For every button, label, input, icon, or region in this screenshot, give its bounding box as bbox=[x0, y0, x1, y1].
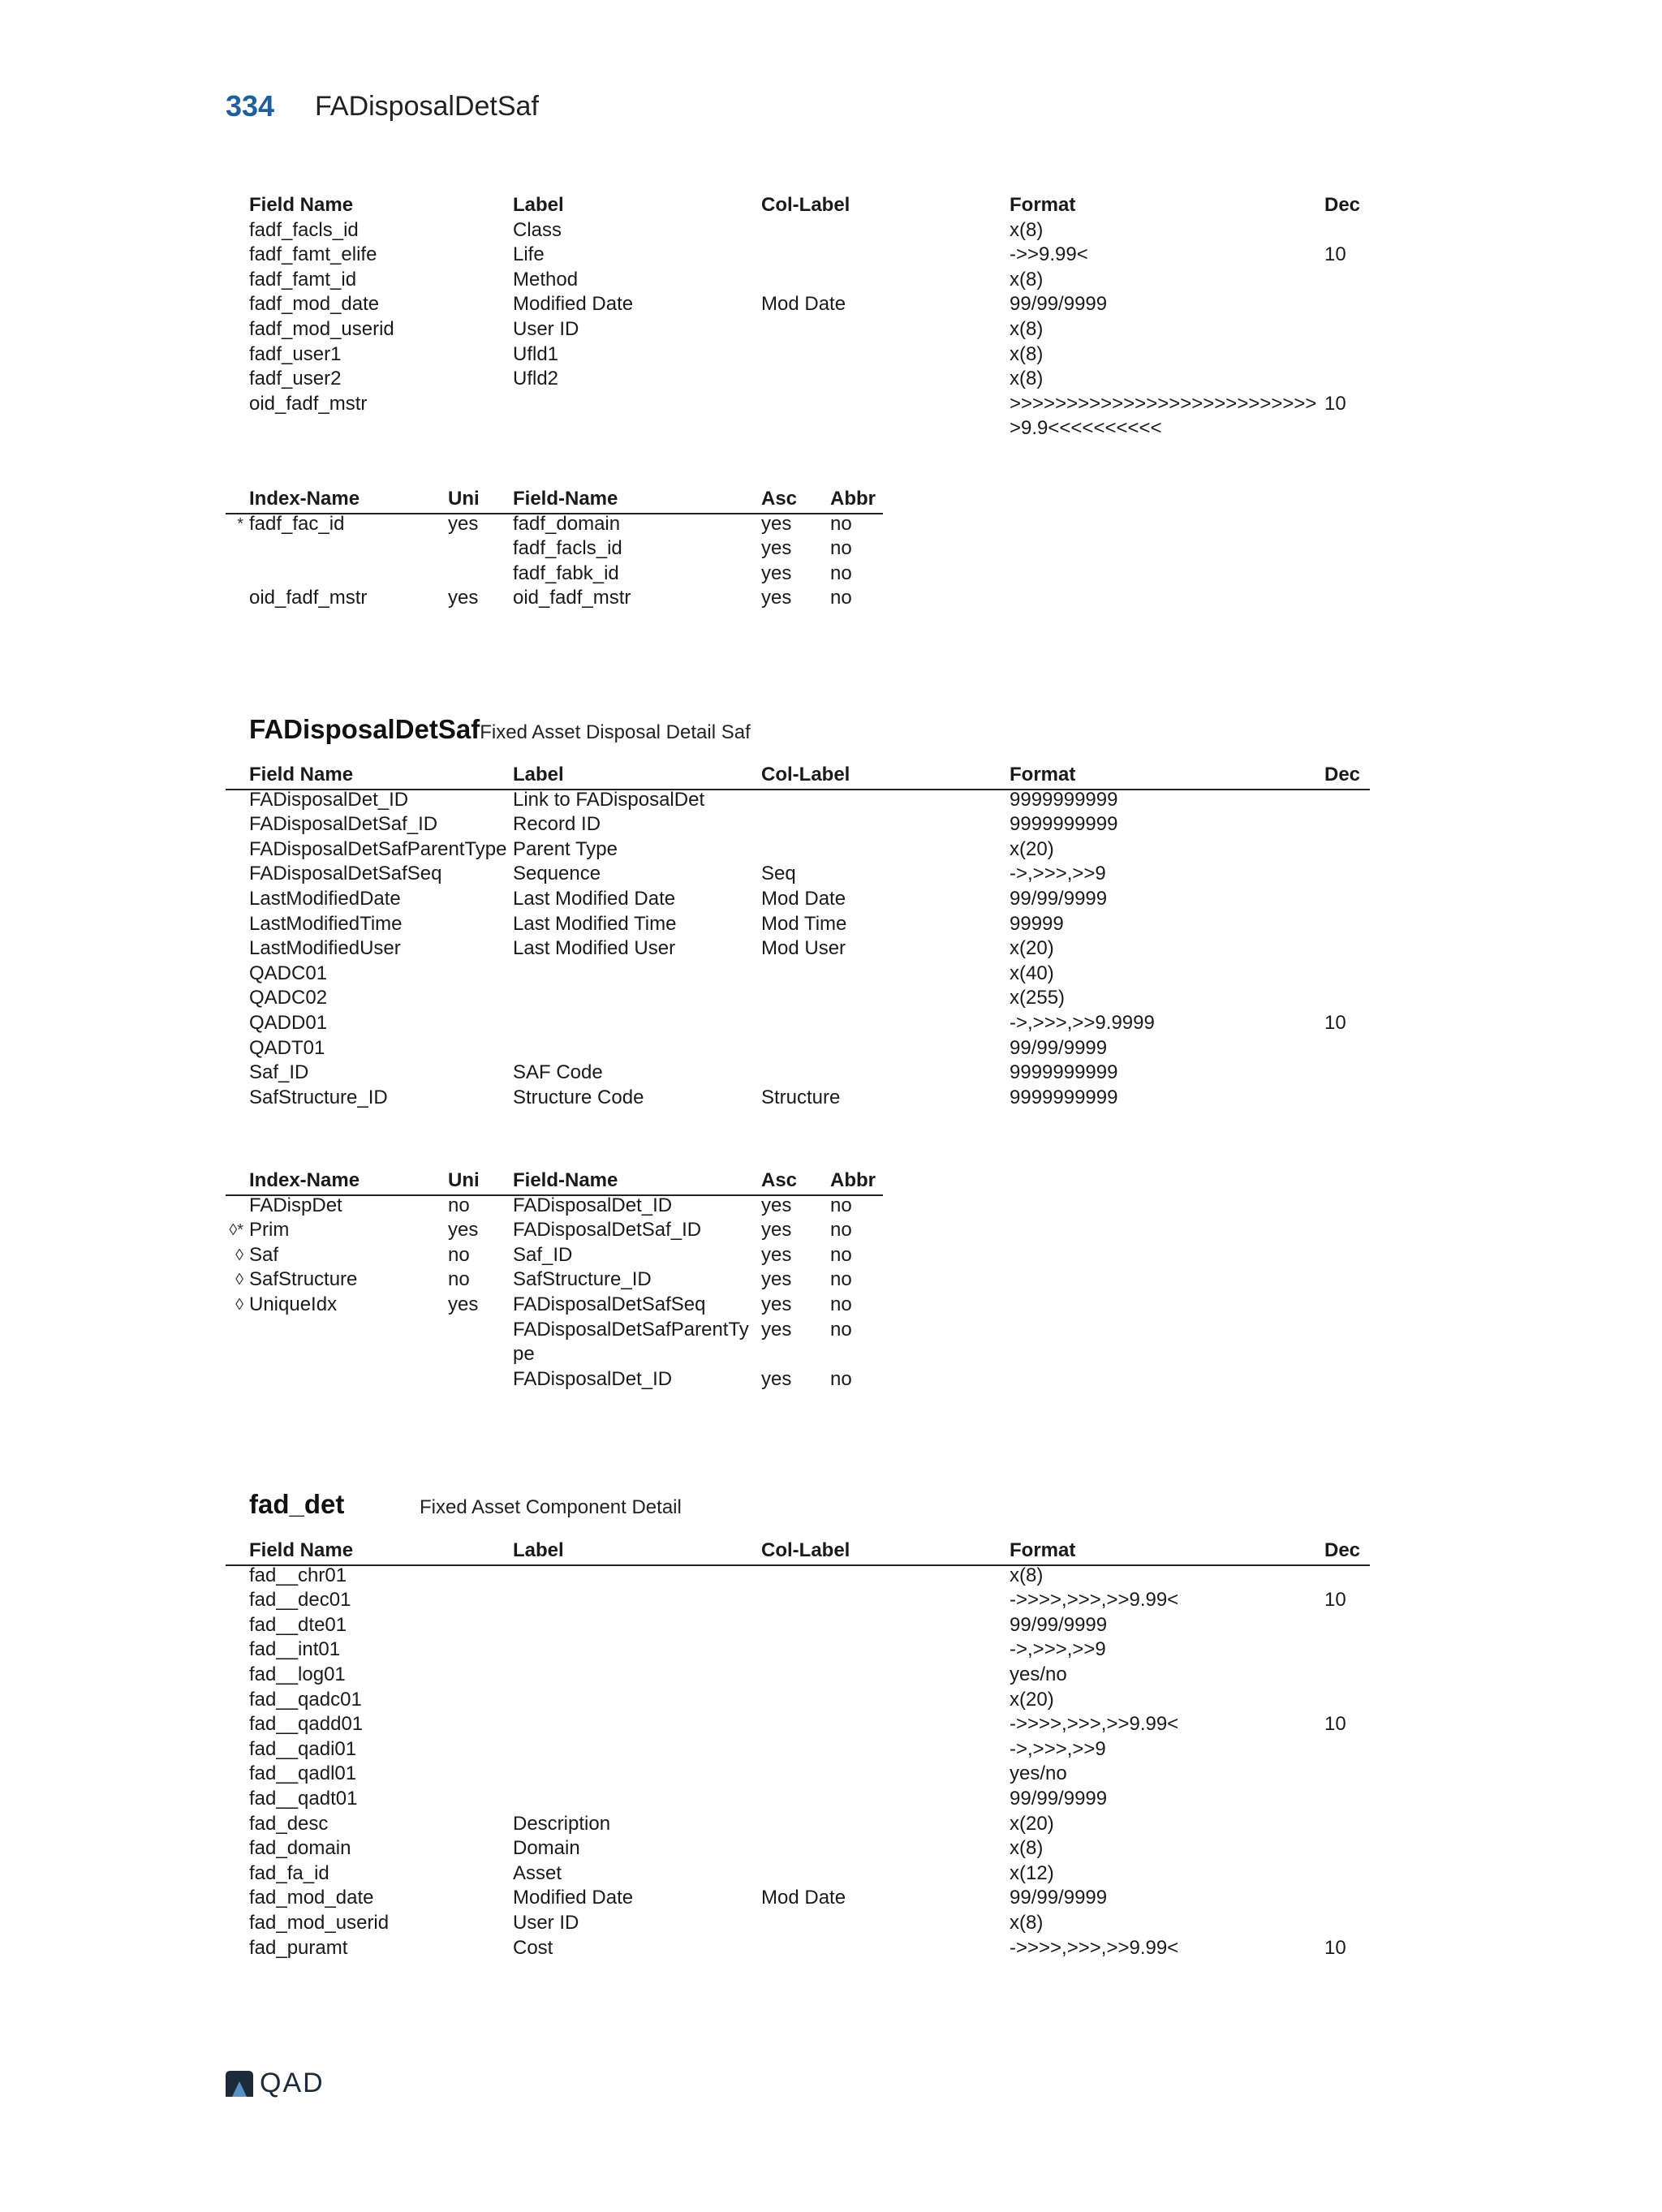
cell-format: x(20) bbox=[1010, 937, 1054, 960]
cell-col-label: Structure bbox=[761, 1086, 841, 1108]
cell-format: ->>>>,>>>,>>9.99< bbox=[1010, 1936, 1179, 1959]
cell-format: ->>9.99< bbox=[1010, 243, 1088, 266]
table-row bbox=[226, 1911, 1370, 1936]
cell-field-name: oid_fadf_mstr bbox=[513, 587, 631, 609]
cell-label: Structure Code bbox=[513, 1086, 644, 1108]
cell-label: Modified Date bbox=[513, 1887, 634, 1909]
cell-field-name: fad__qadc01 bbox=[249, 1688, 362, 1711]
cell-asc: yes bbox=[761, 1268, 792, 1291]
cell-marker: * bbox=[237, 514, 243, 533]
cell-field-name: fadf_domain bbox=[513, 512, 621, 535]
table-row bbox=[226, 912, 1370, 937]
cell-abbr: no bbox=[830, 1318, 852, 1341]
cell-index-name: FADispDet bbox=[249, 1194, 342, 1216]
cell-uni: no bbox=[448, 1194, 470, 1216]
cell-field-name: Saf_ID bbox=[513, 1243, 573, 1266]
section-description: Fixed Asset Component Detail bbox=[420, 1496, 682, 1518]
cell-label: SAF Code bbox=[513, 1061, 603, 1084]
table-row bbox=[226, 536, 883, 562]
cell-format: 99/99/9999 bbox=[1010, 1887, 1108, 1909]
table-row bbox=[226, 1663, 1370, 1688]
cell-uni: yes bbox=[448, 1293, 479, 1315]
cell-label: Record ID bbox=[513, 813, 601, 836]
cell-asc: yes bbox=[761, 1293, 792, 1315]
col-uni: Uni bbox=[448, 1169, 480, 1191]
table-row bbox=[226, 1712, 1370, 1737]
col-label: Label bbox=[513, 1539, 564, 1561]
table-body bbox=[226, 1564, 1370, 1961]
table-body bbox=[226, 218, 1386, 441]
cell-format: >>>>>>>>>>>>>>>>>>>>>>>>>>>>9.9<<<<<<<<<< bbox=[1010, 392, 1317, 440]
cell-format: 9999999999 bbox=[1010, 813, 1118, 836]
table-row bbox=[226, 218, 1386, 243]
cell-field-name: QADD01 bbox=[249, 1011, 328, 1034]
table-row bbox=[226, 1886, 1370, 1911]
cell-asc: yes bbox=[761, 1243, 792, 1266]
cell-index-name: oid_fadf_mstr bbox=[249, 587, 368, 609]
table-row bbox=[226, 367, 1386, 392]
cell-marker: ◊ bbox=[235, 1295, 243, 1314]
section-description: Fixed Asset Disposal Detail Saf bbox=[480, 721, 751, 743]
cell-abbr: no bbox=[830, 562, 852, 584]
cell-field-name: fad__qadt01 bbox=[249, 1787, 358, 1810]
cell-dec: 10 bbox=[1324, 1713, 1346, 1736]
cell-field-name: Saf_ID bbox=[249, 1061, 309, 1084]
cell-abbr: no bbox=[830, 1243, 852, 1266]
cell-abbr: no bbox=[830, 1367, 852, 1390]
col-index-name: Index-Name bbox=[249, 488, 360, 510]
table-row bbox=[226, 1367, 883, 1392]
cell-format: x(20) bbox=[1010, 1688, 1054, 1711]
cell-abbr: no bbox=[830, 1194, 852, 1216]
cell-field-name: SafStructure_ID bbox=[513, 1268, 652, 1291]
cell-label: Ufld1 bbox=[513, 342, 559, 365]
cell-label: User ID bbox=[513, 317, 579, 340]
cell-abbr: no bbox=[830, 1219, 852, 1242]
table-row bbox=[226, 1061, 1370, 1086]
cell-format: x(255) bbox=[1010, 987, 1066, 1009]
fadf-field-table bbox=[226, 193, 1386, 441]
col-format: Format bbox=[1010, 764, 1076, 785]
col-index-name: Index-Name bbox=[249, 1169, 360, 1191]
cell-dec: 10 bbox=[1324, 1936, 1346, 1959]
table-row bbox=[226, 292, 1386, 317]
col-asc: Asc bbox=[761, 1169, 798, 1191]
table-row bbox=[226, 392, 1386, 441]
cell-field-name: fad__int01 bbox=[249, 1638, 341, 1661]
table-row bbox=[226, 986, 1370, 1011]
qad-logo-icon bbox=[224, 2069, 255, 2098]
col-dec: Dec bbox=[1324, 764, 1361, 785]
col-asc: Asc bbox=[761, 488, 798, 510]
cell-label: Class bbox=[513, 218, 562, 241]
logo-text: QAD bbox=[260, 2068, 325, 2098]
table-row bbox=[226, 1218, 883, 1243]
cell-asc: yes bbox=[761, 1367, 792, 1390]
cell-field-name: fad__chr01 bbox=[249, 1564, 347, 1586]
table-row bbox=[226, 1243, 883, 1268]
table-header bbox=[226, 1168, 883, 1194]
cell-field-name: FADisposalDet_ID bbox=[513, 1367, 673, 1390]
col-field-name: Field Name bbox=[249, 764, 354, 785]
cell-label: Ufld2 bbox=[513, 368, 559, 390]
cell-field-name: fad__qadi01 bbox=[249, 1737, 357, 1760]
cell-abbr: no bbox=[830, 1293, 852, 1315]
cell-field-name: fadf_facls_id bbox=[513, 537, 622, 560]
cell-field-name: fad_puramt bbox=[249, 1936, 348, 1959]
col-dec: Dec bbox=[1324, 1539, 1361, 1561]
table-row bbox=[226, 1318, 883, 1367]
cell-field-name: oid_fadf_mstr bbox=[249, 392, 368, 415]
cell-dec: 10 bbox=[1324, 243, 1346, 266]
cell-label: Description bbox=[513, 1812, 611, 1835]
fadisposaldetsaf-field-table bbox=[226, 763, 1370, 1110]
table-row bbox=[226, 342, 1386, 368]
page-number: 334 bbox=[226, 89, 275, 123]
cell-field-name: FADisposalDetSaf_ID bbox=[249, 813, 438, 836]
cell-format: 99/99/9999 bbox=[1010, 1787, 1108, 1810]
cell-format: x(8) bbox=[1010, 1911, 1044, 1934]
col-label: Label bbox=[513, 764, 564, 785]
cell-format: 99/99/9999 bbox=[1010, 293, 1108, 316]
cell-label: Modified Date bbox=[513, 293, 634, 316]
col-col-label: Col-Label bbox=[761, 1539, 850, 1561]
cell-format: 9999999999 bbox=[1010, 1061, 1118, 1084]
col-col-label: Col-Label bbox=[761, 764, 850, 785]
table-row bbox=[226, 936, 1370, 962]
cell-format: 99/99/9999 bbox=[1010, 887, 1108, 910]
cell-label: Cost bbox=[513, 1936, 553, 1959]
table-row bbox=[226, 1086, 1370, 1111]
cell-dec: 10 bbox=[1324, 1589, 1346, 1612]
cell-asc: yes bbox=[761, 1318, 792, 1341]
table-row bbox=[226, 1762, 1370, 1787]
cell-format: x(8) bbox=[1010, 1837, 1044, 1860]
table-row bbox=[226, 317, 1386, 342]
cell-field-name: LastModifiedDate bbox=[249, 887, 401, 910]
cell-format: ->,>>>,>>9 bbox=[1010, 1737, 1106, 1760]
cell-uni: no bbox=[448, 1268, 470, 1291]
section-title: fad_det bbox=[249, 1489, 345, 1519]
cell-dec: 10 bbox=[1324, 1011, 1346, 1034]
table-row bbox=[226, 1861, 1370, 1887]
table-row bbox=[226, 788, 1370, 813]
cell-format: ->>>>,>>>,>>9.99< bbox=[1010, 1713, 1179, 1736]
cell-label: Link to FADisposalDet bbox=[513, 788, 705, 811]
col-col-label: Col-Label bbox=[761, 194, 850, 216]
cell-format: x(12) bbox=[1010, 1861, 1054, 1884]
cell-field-name: FADisposalDet_ID bbox=[513, 1194, 673, 1216]
cell-abbr: no bbox=[830, 537, 852, 560]
cell-label: User ID bbox=[513, 1911, 579, 1934]
col-abbr: Abbr bbox=[830, 1169, 876, 1191]
cell-index-name: Saf bbox=[249, 1243, 279, 1266]
cell-label: Last Modified Time bbox=[513, 912, 677, 935]
cell-field-name: fadf_famt_elife bbox=[249, 243, 377, 266]
cell-field-name: QADC02 bbox=[249, 987, 328, 1009]
cell-col-label: Seq bbox=[761, 863, 796, 885]
cell-asc: yes bbox=[761, 587, 792, 609]
cell-format: 9999999999 bbox=[1010, 1086, 1118, 1108]
cell-label: Last Modified User bbox=[513, 937, 676, 960]
cell-field-name: fad__dte01 bbox=[249, 1613, 347, 1636]
table-row bbox=[226, 1836, 1370, 1861]
cell-field-name: FADisposalDetSafSeq bbox=[513, 1293, 706, 1315]
cell-field-name: fad__qadl01 bbox=[249, 1762, 357, 1785]
cell-format: x(40) bbox=[1010, 962, 1054, 984]
col-field-name: Field Name bbox=[249, 1539, 354, 1561]
cell-format: ->>>>,>>>,>>9.99< bbox=[1010, 1589, 1179, 1612]
cell-label: Domain bbox=[513, 1837, 580, 1860]
cell-field-name: fadf_fabk_id bbox=[513, 562, 619, 584]
cell-field-name: fadf_famt_id bbox=[249, 268, 357, 290]
cell-format: ->,>>>,>>9.9999 bbox=[1010, 1011, 1155, 1034]
table-row bbox=[226, 1011, 1370, 1036]
cell-marker: ◊ bbox=[235, 1271, 243, 1289]
cell-uni: yes bbox=[448, 587, 479, 609]
qad-logo bbox=[224, 2068, 325, 2099]
cell-label: Method bbox=[513, 268, 579, 290]
table-body bbox=[226, 512, 883, 611]
cell-abbr: no bbox=[830, 1268, 852, 1291]
cell-field-name: LastModifiedUser bbox=[249, 937, 401, 960]
table-row bbox=[226, 1036, 1370, 1061]
cell-field-name: fadf_user1 bbox=[249, 342, 342, 365]
cell-col-label: Mod Date bbox=[761, 887, 846, 910]
cell-field-name: fad__log01 bbox=[249, 1663, 346, 1685]
cell-asc: yes bbox=[761, 512, 792, 535]
col-format: Format bbox=[1010, 194, 1076, 216]
cell-abbr: no bbox=[830, 587, 852, 609]
table-header bbox=[226, 763, 1370, 788]
cell-index-name: SafStructure bbox=[249, 1268, 358, 1291]
table-row bbox=[226, 1688, 1370, 1713]
table-row bbox=[226, 1613, 1370, 1638]
cell-abbr: no bbox=[830, 512, 852, 535]
table-row bbox=[226, 1194, 883, 1219]
cell-format: ->,>>>,>>9 bbox=[1010, 863, 1106, 885]
table-header bbox=[226, 1539, 1370, 1564]
cell-format: 99999 bbox=[1010, 912, 1064, 935]
cell-asc: yes bbox=[761, 1194, 792, 1216]
cell-field-name: QADC01 bbox=[249, 962, 328, 984]
table-row bbox=[226, 862, 1370, 887]
section-title: FADisposalDetSaf bbox=[249, 714, 480, 744]
cell-format: 99/99/9999 bbox=[1010, 1613, 1108, 1636]
table-row bbox=[226, 1787, 1370, 1812]
fad-det-field-table bbox=[226, 1539, 1370, 1960]
cell-format: x(8) bbox=[1010, 218, 1044, 241]
cell-field-name: fadf_facls_id bbox=[249, 218, 359, 241]
cell-col-label: Mod User bbox=[761, 937, 846, 960]
table-body bbox=[226, 788, 1370, 1111]
col-field-name: Field Name bbox=[249, 194, 354, 216]
cell-asc: yes bbox=[761, 1219, 792, 1242]
table-body bbox=[226, 1194, 883, 1392]
cell-format: x(20) bbox=[1010, 1812, 1054, 1835]
cell-marker: ◊ bbox=[235, 1246, 243, 1264]
cell-dec: 10 bbox=[1324, 392, 1346, 415]
cell-field-name: fad_mod_date bbox=[249, 1887, 374, 1909]
cell-uni: no bbox=[448, 1243, 470, 1266]
col-uni: Uni bbox=[448, 488, 480, 510]
cell-col-label: Mod Date bbox=[761, 293, 846, 316]
table-row bbox=[226, 512, 883, 537]
table-row bbox=[226, 812, 1370, 837]
cell-field-name: FADisposalDetSafParentType bbox=[249, 837, 507, 860]
cell-format: ->,>>>,>>9 bbox=[1010, 1638, 1106, 1661]
table-row bbox=[226, 268, 1386, 293]
table-row bbox=[226, 1637, 1370, 1663]
table-row bbox=[226, 1267, 883, 1293]
table-header bbox=[226, 193, 1386, 218]
cell-field-name: fad_desc bbox=[249, 1812, 329, 1835]
cell-label: Sequence bbox=[513, 863, 601, 885]
cell-asc: yes bbox=[761, 537, 792, 560]
cell-label: Life bbox=[513, 243, 545, 266]
cell-field-name: FADisposalDetSafSeq bbox=[249, 863, 442, 885]
cell-format: yes/no bbox=[1010, 1762, 1067, 1785]
table-row bbox=[226, 1812, 1370, 1837]
cell-format: 99/99/9999 bbox=[1010, 1036, 1108, 1059]
cell-field-name: fad__dec01 bbox=[249, 1589, 351, 1612]
col-abbr: Abbr bbox=[830, 488, 876, 510]
page-title: FADisposalDetSaf bbox=[315, 91, 539, 122]
table-row bbox=[226, 1564, 1370, 1589]
cell-index-name: fadf_fac_id bbox=[249, 512, 345, 535]
cell-col-label: Mod Date bbox=[761, 1887, 846, 1909]
cell-format: x(20) bbox=[1010, 837, 1054, 860]
fadisposaldetsaf-index-table bbox=[226, 1168, 883, 1392]
cell-field-name: LastModifiedTime bbox=[249, 912, 403, 935]
col-dec: Dec bbox=[1324, 194, 1361, 216]
cell-index-name: Prim bbox=[249, 1219, 290, 1242]
cell-uni: yes bbox=[448, 1219, 479, 1242]
cell-field-name: fad_mod_userid bbox=[249, 1911, 390, 1934]
table-row bbox=[226, 1293, 883, 1318]
col-field-name: Field-Name bbox=[513, 1169, 618, 1191]
table-row bbox=[226, 562, 883, 587]
table-row bbox=[226, 1936, 1370, 1961]
cell-field-name: fadf_mod_userid bbox=[249, 317, 394, 340]
cell-field-name: QADT01 bbox=[249, 1036, 325, 1059]
cell-format: x(8) bbox=[1010, 268, 1044, 290]
col-format: Format bbox=[1010, 1539, 1076, 1561]
table-row bbox=[226, 586, 883, 611]
table-row bbox=[226, 837, 1370, 863]
col-label: Label bbox=[513, 194, 564, 216]
cell-label: Last Modified Date bbox=[513, 887, 676, 910]
cell-field-name: fad__qadd01 bbox=[249, 1713, 364, 1736]
cell-asc: yes bbox=[761, 562, 792, 584]
section-heading bbox=[249, 714, 751, 745]
cell-label: Parent Type bbox=[513, 837, 618, 860]
cell-field-name: fad_domain bbox=[249, 1837, 351, 1860]
cell-format: x(8) bbox=[1010, 342, 1044, 365]
cell-format: 9999999999 bbox=[1010, 788, 1118, 811]
table-row bbox=[226, 887, 1370, 912]
cell-field-name: SafStructure_ID bbox=[249, 1086, 388, 1108]
table-row bbox=[226, 1737, 1370, 1762]
cell-field-name: FADisposalDetSafParentType bbox=[513, 1318, 749, 1366]
cell-format: x(8) bbox=[1010, 1564, 1044, 1586]
cell-uni: yes bbox=[448, 512, 479, 535]
cell-index-name: UniqueIdx bbox=[249, 1293, 338, 1315]
cell-field-name: FADisposalDetSaf_ID bbox=[513, 1219, 702, 1242]
cell-marker: ◊* bbox=[229, 1221, 243, 1240]
section-heading bbox=[249, 1489, 682, 1520]
cell-field-name: fad_fa_id bbox=[249, 1861, 329, 1884]
cell-field-name: FADisposalDet_ID bbox=[249, 788, 409, 811]
cell-col-label: Mod Time bbox=[761, 912, 847, 935]
cell-format: yes/no bbox=[1010, 1663, 1067, 1685]
cell-label: Asset bbox=[513, 1861, 562, 1884]
cell-field-name: fadf_mod_date bbox=[249, 293, 380, 316]
col-field-name: Field-Name bbox=[513, 488, 618, 510]
cell-field-name: fadf_user2 bbox=[249, 368, 342, 390]
table-row bbox=[226, 1588, 1370, 1613]
table-row bbox=[226, 962, 1370, 987]
table-header bbox=[226, 487, 883, 512]
fadf-index-table bbox=[226, 487, 883, 611]
cell-format: x(8) bbox=[1010, 317, 1044, 340]
table-row bbox=[226, 243, 1386, 268]
cell-format: x(8) bbox=[1010, 368, 1044, 390]
